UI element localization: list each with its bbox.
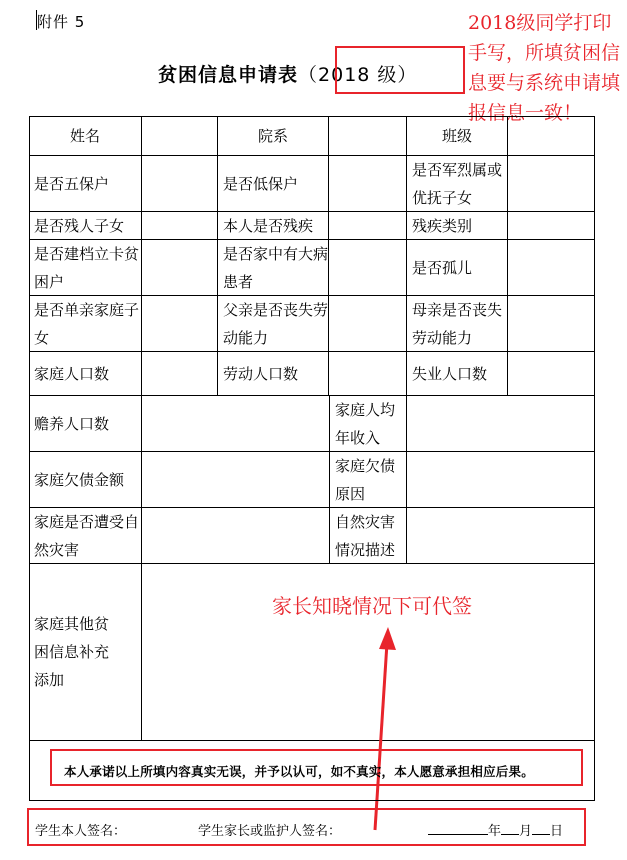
date-fields: [428, 820, 563, 839]
year-highlight-box: [335, 46, 465, 94]
value-dependents[interactable]: [142, 396, 330, 452]
label-disabled-parent: 是否残人子女: [29, 212, 142, 240]
value-household-size[interactable]: [142, 352, 218, 396]
value-father-incapacity[interactable]: [329, 296, 407, 352]
value-disability-type[interactable]: [508, 212, 595, 240]
label-unemployed-count: 失业人口数: [407, 352, 508, 396]
value-debt-amount[interactable]: [142, 452, 330, 508]
value-registered-poor[interactable]: [142, 240, 218, 296]
label-low-income: 是否低保户: [218, 156, 329, 212]
value-disabled-parent[interactable]: [142, 212, 218, 240]
label-debt-reason: 家庭欠债原因: [330, 452, 407, 508]
value-orphan[interactable]: [508, 240, 595, 296]
month-blank[interactable]: [501, 820, 519, 835]
year-blank[interactable]: [428, 820, 488, 835]
label-mother-incapacity: 母亲是否丧失劳动能力: [407, 296, 508, 352]
value-serious-illness[interactable]: [329, 240, 407, 296]
value-low-income[interactable]: [329, 156, 407, 212]
attachment-label: 附件 5: [37, 13, 86, 31]
value-natural-disaster[interactable]: [142, 508, 330, 564]
arrow-icon: [360, 625, 410, 835]
pledge-text: 本人承诺以上所填内容真实无误，并予以认可，如不真实，本人愿意承担相应后果。: [64, 764, 534, 779]
value-mother-incapacity[interactable]: [508, 296, 595, 352]
top-right-annotation: 2018级同学打印手写，所填贫困信息要与系统申请填报信息一致！: [468, 12, 621, 124]
label-orphan: 是否孤儿: [407, 240, 508, 296]
label-dependents: 赡养人口数: [29, 396, 142, 452]
label-father-incapacity: 父亲是否丧失劳动能力: [218, 296, 329, 352]
label-per-capita-income: 家庭人均年收入: [330, 396, 407, 452]
label-self-disabled: 本人是否残疾: [218, 212, 329, 240]
proxy-signature-annotation: 家长知晓情况下可代签: [272, 594, 472, 618]
label-class: 班级: [407, 116, 508, 156]
label-disability-type: 残疾类别: [407, 212, 508, 240]
value-department[interactable]: [329, 116, 407, 156]
label-martyr-family: 是否军烈属或优抚子女: [407, 156, 508, 212]
value-five-guarantee[interactable]: [142, 156, 218, 212]
value-class[interactable]: [508, 116, 595, 156]
value-unemployed-count[interactable]: [508, 352, 595, 396]
label-natural-disaster: 家庭是否遭受自然灾害: [29, 508, 142, 564]
student-signature-label: 学生本人签名：: [35, 824, 127, 839]
label-other-info: 家庭其他贫困信息补充添加: [29, 564, 142, 741]
parent-signature-label: 学生家长或监护人签名：: [198, 824, 342, 839]
label-five-guarantee: 是否五保户: [29, 156, 142, 212]
label-debt-amount: 家庭欠债金额: [29, 452, 142, 508]
value-debt-reason[interactable]: [407, 452, 595, 508]
value-per-capita-income[interactable]: [407, 396, 595, 452]
value-single-parent[interactable]: [142, 296, 218, 352]
label-disaster-description: 自然灾害情况描述: [330, 508, 407, 564]
day-blank[interactable]: [532, 820, 550, 835]
label-single-parent: 是否单亲家庭子女: [29, 296, 142, 352]
label-name: 姓名: [29, 116, 142, 156]
value-name[interactable]: [142, 116, 218, 156]
value-martyr-family[interactable]: [508, 156, 595, 212]
title-year: （2018 级）: [298, 64, 418, 86]
year-label: 年: [488, 824, 502, 839]
label-labor-count: 劳动人口数: [218, 352, 329, 396]
value-disaster-description[interactable]: [407, 508, 595, 564]
title-main: 贫困信息申请表: [158, 64, 299, 86]
label-household-size: 家庭人口数: [29, 352, 142, 396]
value-labor-count[interactable]: [329, 352, 407, 396]
value-self-disabled[interactable]: [329, 212, 407, 240]
day-label: 日: [550, 824, 564, 839]
label-serious-illness: 是否家中有大病患者: [218, 240, 329, 296]
label-registered-poor: 是否建档立卡贫困户: [29, 240, 142, 296]
month-label: 月: [519, 824, 533, 839]
label-department: 院系: [218, 116, 329, 156]
